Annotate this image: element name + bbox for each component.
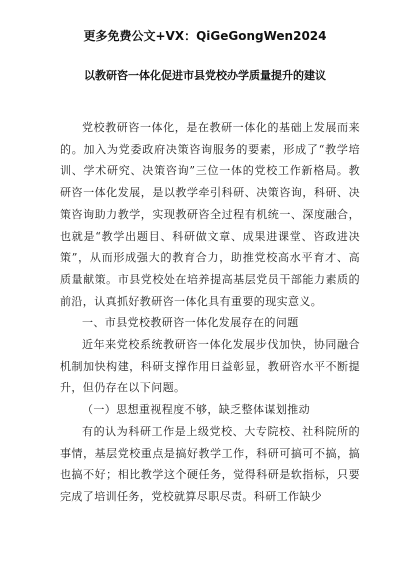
subsection-heading-1: （一）思想重视程度不够，缺乏整体谋划推动 (82, 403, 310, 417)
watermark-text: 更多免费公文+VX：QiGeGongWen2024 (83, 29, 327, 43)
paragraph-intro: 党校教研咨一体化，是在教研一体化的基础上发展而来的。加入为党委政府决策咨询服务的要素，形成了“教学培训、学术研究、决策咨询”三位一体的党校工作新格局。教研咨一体化发展，是以教学牵引科研、决策咨询，科研、决策咨询助力教学，实现教研咨全过程有机统一、深度融合，也就是“教学出题目、科研做文章、成果进课堂、咨政进决策”，从而形成强大的教育合力，助推党校高水平育才、高质量献策。市县党校处在培养提高基层党员干部能力素质的前沿，认真抓好教研咨一体化具有重要的现实意义。 (60, 121, 360, 308)
paragraph-section-1: 近年来党校系统教研咨一体化发展步伐加快，协同融合机制加快构建，科研支撑作用日益彰显，教研咨水平不断提升，但仍存在以下问题。 (60, 338, 360, 395)
section-heading-1: 一、市县党校教研咨一体化发展存在的问题 (82, 316, 299, 330)
document-body (60, 117, 360, 508)
document-title: 以教研咨一体化促进市县党校办学质量提升的建议 (84, 69, 326, 82)
paragraph-subsection-1: 有的认为科研工作是上级党校、大专院校、社科院所的事情，基层党校重点是搞好教学工作，科研可搞可不搞，搞也搞不好；相比教学这个硬任务，觉得科研是软指标，只要完成了培训任务，党校就算尽职尽责。科研工作缺少 (60, 424, 360, 503)
